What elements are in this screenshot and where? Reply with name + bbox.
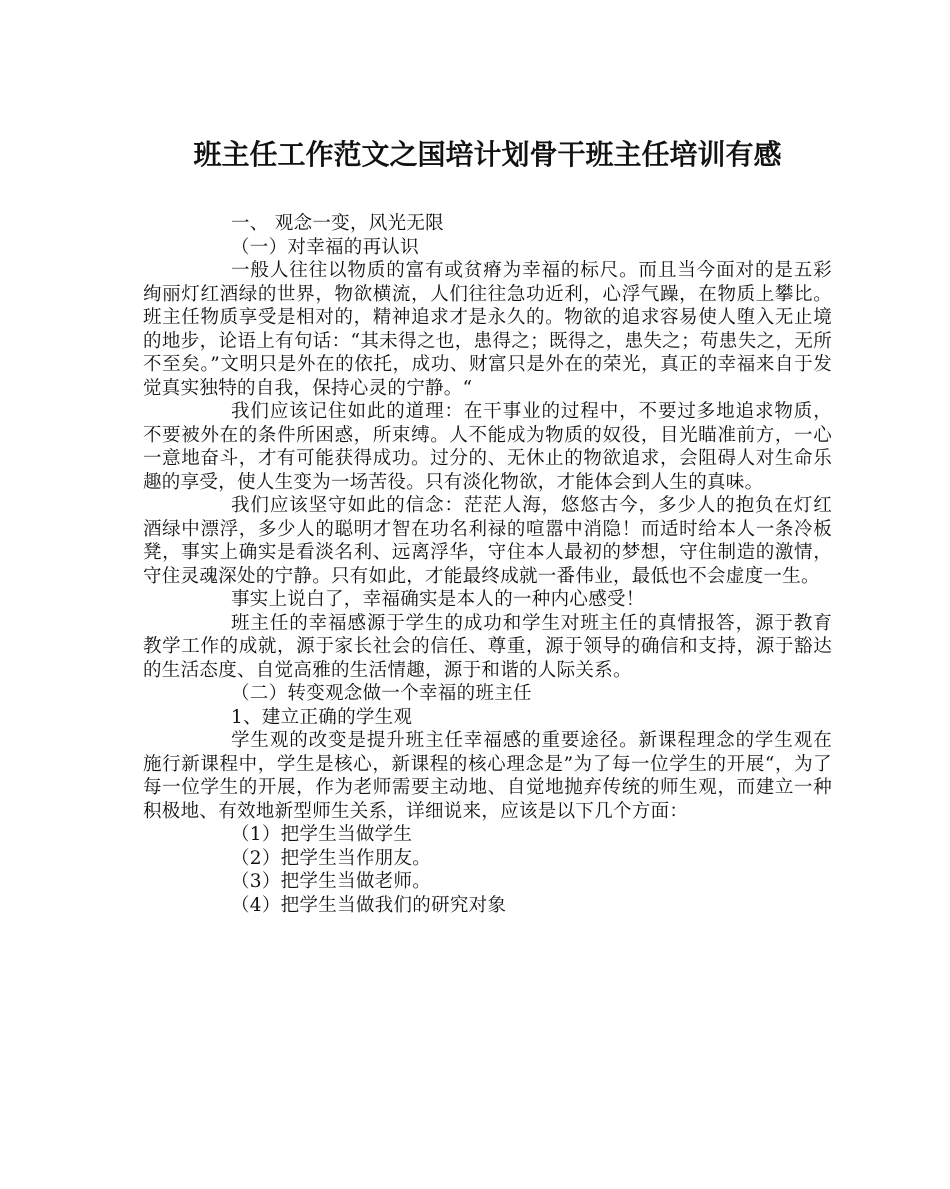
paragraph: 学生观的改变是提升班主任幸福感的重要途径。新课程理念的学生观在施行新课程中，学生是核心，新课程的核心理念是”为了每一位学生的开展“，为了每一位学生的开展，作为老师需要主动地、自觉地抛弃传统的师生观，而建立一种积极地、有效地新型师生关系，详细说来，应该是以下几个方面： <box>143 730 832 822</box>
document-body <box>143 212 832 917</box>
list-item: （2）把学生当作朋友。 <box>231 847 432 869</box>
subsection-heading: （二）转变观念做一个幸福的班主任 <box>231 683 532 704</box>
paragraph: 我们应该坚守如此的信念：茫茫人海，悠悠古今，多少人的抱负在灯红酒绿中漂浮，多少人的聪明才智在功名利禄的喧嚣中消隐！而适时给本人一条冷板凳，事实上确实是看淡名利、远离浮华，守住本人最初的梦想，守住制造的激情，守住灵魂深处的宁静。只有如此，才能最终成就一番伟业，最低也不会虚度一生。 <box>143 495 832 587</box>
list-item: （1）把学生当做学生 <box>231 824 413 845</box>
section-heading: 一、 观念一变，风光无限 <box>231 213 444 234</box>
paragraph: 我们应该记住如此的道理：在干事业的过程中，不要过多地追求物质，不要被外在的条件所困惑，所束缚。人不能成为物质的奴役，目光瞄准前方，一心一意地奋斗，才有可能获得成功。过分的、无休止的物欲追求，会阻碍人对生命乐趣的享受，使人生变为一场苦役。只有淡化物欲，才能体会到人生的真味。 <box>143 401 832 493</box>
point-heading: 1、建立正确的学生观 <box>231 706 413 728</box>
paragraph: 一般人往往以物质的富有或贫瘠为幸福的标尺。而且当今面对的是五彩绚丽灯红酒绿的世界，物欲横流，人们往往急功近利，心浮气躁，在物质上攀比。班主任物质享受是相对的，精神追求才是永久的。物欲的追求容易使人堕入无止境的地步，论语上有句话：“其未得之也，患得之；既得之，患失之；苟患失之，无所不至矣。”文明只是外在的依托，成功、财富只是外在的荣光，真正的幸福来自于发觉真实独特的自我，保持心灵的宁静。“ <box>143 260 832 399</box>
paragraph: 事实上说白了，幸福确实是本人的一种内心感受！ <box>231 589 645 610</box>
list-item: （3）把学生当做老师。 <box>231 871 432 892</box>
paragraph: 班主任的幸福感源于学生的成功和学生对班主任的真情报答，源于教育教学工作的成就，源于家长社会的信任、尊重，源于领导的确信和支持，源于豁达的生活态度、自觉高雅的生活情趣，源于和谐的人际关系。 <box>143 612 832 681</box>
subsection-heading: （一）对幸福的再认识 <box>231 236 420 258</box>
list-item: （4）把学生当做我们的研究对象 <box>231 894 507 916</box>
document-title: 班主任工作范文之国培计划骨干班主任培训有感 <box>193 138 782 171</box>
